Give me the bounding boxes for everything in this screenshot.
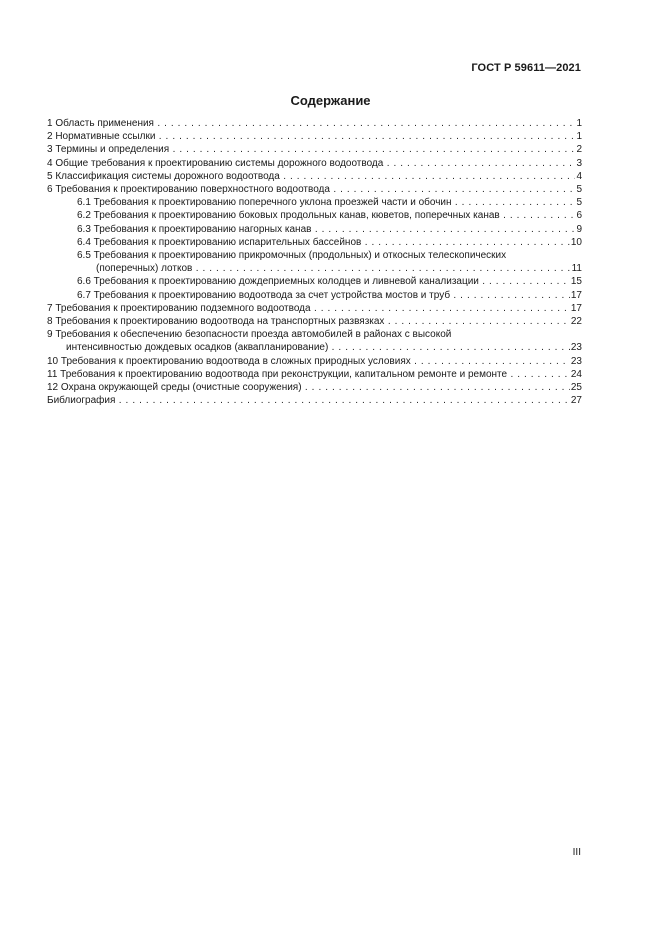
toc-entry-page: 3	[576, 157, 582, 169]
toc-entry-text-block	[47, 328, 570, 354]
toc-entry-text: 11 Требования к проектированию водоотвода при реконструкции, капитальном ремонте и ремонте . . .	[47, 368, 570, 381]
toc-entry[interactable]	[47, 302, 582, 315]
toc-entry-text: 2 Нормативные ссылки . . .	[47, 130, 575, 143]
toc-entry-page: 23	[570, 342, 582, 354]
toc-entry-page: 10	[570, 236, 582, 248]
toc-entry-text-continued: интенсивностью дождевых осадков (аквапланирование) . . .	[47, 341, 570, 354]
toc-entry[interactable]	[47, 355, 582, 368]
toc-entry[interactable]	[47, 157, 582, 170]
toc-entry-text: 7 Требования к проектированию подземного водоотвода . . .	[47, 302, 570, 315]
toc-entry[interactable]	[47, 143, 582, 156]
toc-entry-page: 1	[576, 118, 582, 129]
toc-subentry[interactable]	[47, 223, 582, 236]
toc-subentry[interactable]	[47, 196, 582, 209]
toc-entry[interactable]	[47, 328, 582, 354]
toc-entry-text: 12 Охрана окружающей среды (очистные сооружения) . . .	[47, 381, 570, 394]
toc-entry[interactable]	[47, 315, 582, 328]
toc-entry-page: 23	[570, 355, 582, 367]
toc-entry-page: 5	[576, 197, 582, 209]
toc-entry-text: 1 Область применения . . .	[47, 117, 575, 130]
toc-entry-text: 6 Требования к проектированию поверхностного водоотвода . . .	[47, 183, 575, 196]
toc-entry-page: 2	[576, 144, 582, 156]
toc-entry-text-continued: (поперечных) лотков . . .	[77, 262, 571, 275]
toc-entry-text: 6.6 Требования к проектированию дождеприемных колодцев и ливневой канализации . . .	[77, 275, 570, 288]
toc-entry-text: 4 Общие требования к проектированию системы дорожного водоотвода . . .	[47, 157, 575, 170]
toc-entry-page: 17	[570, 289, 582, 301]
toc-entry-page: 25	[570, 382, 582, 394]
toc-entry[interactable]	[47, 183, 582, 196]
toc-entry-page: 15	[570, 276, 582, 288]
toc-entry-page: 11	[571, 263, 582, 275]
toc-entry-page: 22	[570, 316, 582, 328]
toc-entry-page: 27	[570, 395, 582, 407]
table-of-contents	[47, 117, 582, 407]
toc-subentry[interactable]	[47, 275, 582, 288]
toc-entry-page: 17	[570, 302, 582, 314]
toc-entry-text: 6.7 Требования к проектированию водоотвода за счет устройства мостов и труб . . .	[77, 289, 570, 302]
toc-subentry[interactable]	[47, 209, 582, 222]
toc-entry-text: 6.4 Требования к проектированию испарительных бассейнов . . .	[77, 236, 570, 249]
toc-entry-page: 6	[576, 210, 582, 222]
toc-entry-text: 10 Требования к проектированию водоотвода в сложных природных условиях . . .	[47, 355, 570, 368]
toc-entry-text-block	[77, 249, 571, 275]
toc-entry-text: 9 Требования к обеспечению безопасности проезда автомобилей в районах с высокой	[47, 329, 452, 341]
toc-entry-page: 9	[576, 223, 582, 235]
toc-entry-text: Библиография . . .	[47, 394, 570, 407]
toc-entry[interactable]	[47, 117, 582, 130]
toc-entry-page: 24	[570, 368, 582, 380]
page-number: III	[572, 847, 581, 858]
toc-entry[interactable]	[47, 130, 582, 143]
toc-entry-text: 8 Требования к проектированию водоотвода на транспортных развязках . . .	[47, 315, 570, 328]
toc-entry-text: 5 Классификация системы дорожного водоотвода . . .	[47, 170, 575, 183]
toc-entry-page: 1	[576, 131, 582, 143]
document-code: ГОСТ Р 59611—2021	[471, 62, 581, 74]
toc-entry[interactable]	[47, 394, 582, 407]
toc-entry[interactable]	[47, 170, 582, 183]
toc-entry-text: 6.3 Требования к проектированию нагорных канав . . .	[77, 223, 575, 236]
toc-entry[interactable]	[47, 368, 582, 381]
toc-entry[interactable]	[47, 381, 582, 394]
toc-title: Содержание	[290, 93, 371, 108]
toc-subentry[interactable]	[47, 289, 582, 302]
toc-entry-text: 3 Термины и определения . . .	[47, 143, 575, 156]
toc-subentry[interactable]	[47, 249, 582, 275]
toc-entry-page: 4	[576, 170, 582, 182]
toc-entry-text: 6.1 Требования к проектированию поперечного уклона проезжей части и обочин . . .	[77, 196, 575, 209]
toc-entry-text: 6.5 Требования к проектированию прикромочных (продольных) и откосных телескопических	[77, 250, 507, 262]
toc-entry-text: 6.2 Требования к проектированию боковых продольных канав, кюветов, поперечных канав . . .	[77, 209, 575, 222]
toc-subentry[interactable]	[47, 236, 582, 249]
toc-entry-page: 5	[576, 184, 582, 196]
